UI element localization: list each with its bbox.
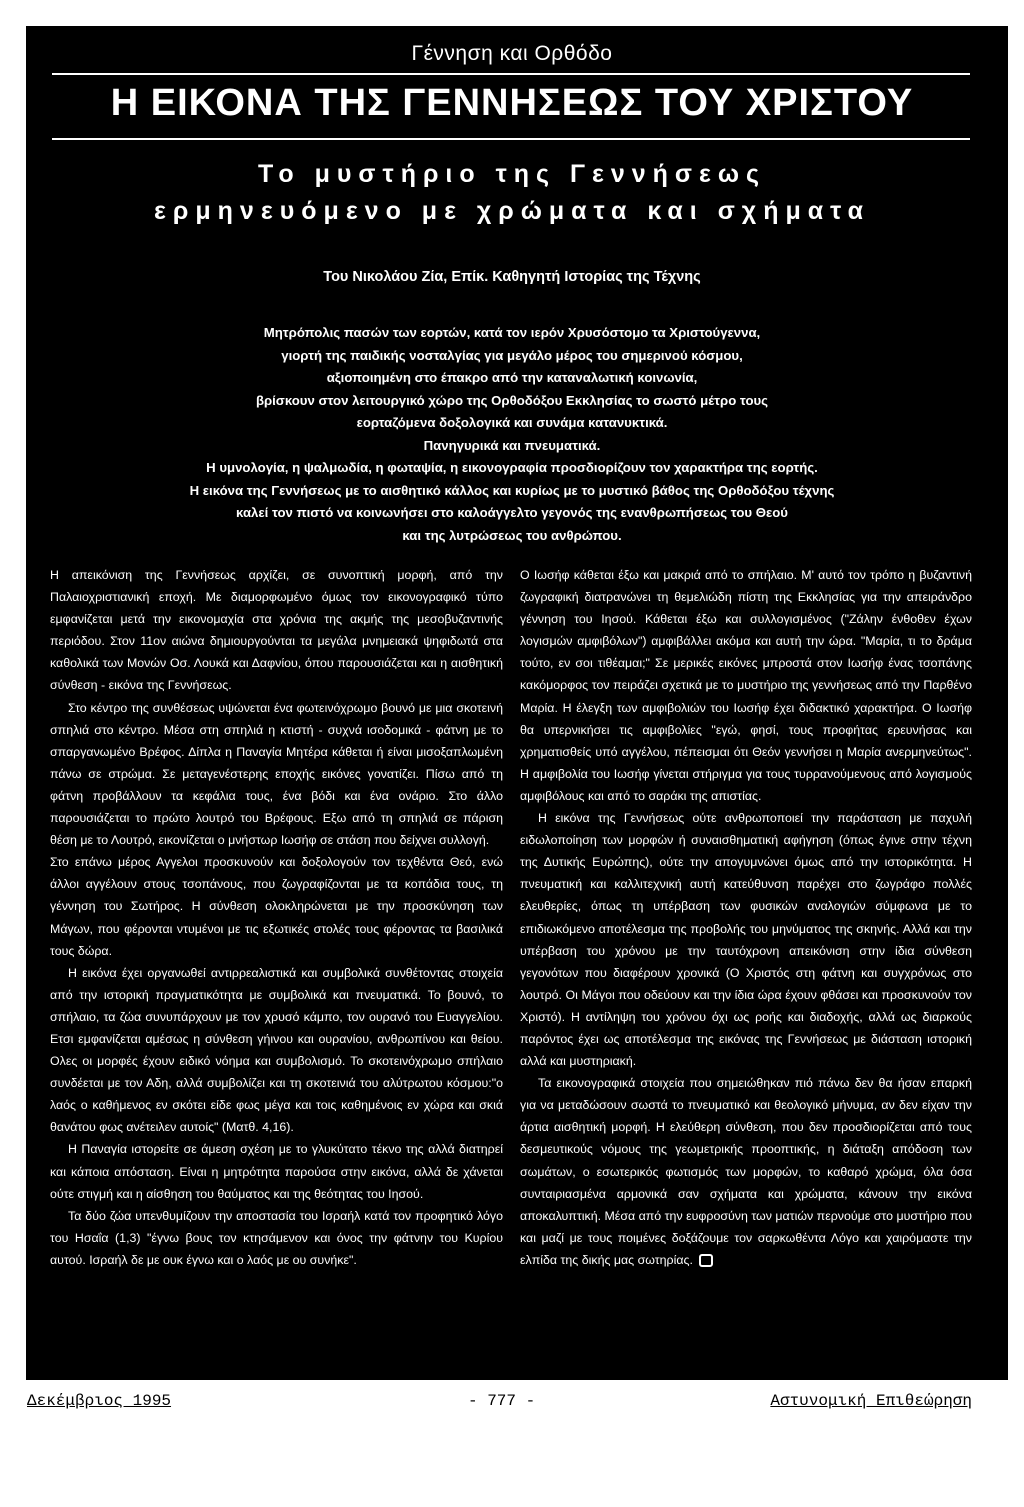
- left-column: [50, 564, 503, 1271]
- lead-line: γιορτή της παιδικής νοσταλγίας για μεγάλο μέρος του σημερινού κόσμου,: [281, 347, 743, 363]
- author-line: Του Νικολάου Ζία, Επίκ. Καθηγητή Ιστορίας της Τέχνης: [323, 269, 701, 285]
- body-paragraph: Στο κέντρο της συνθέσεως υψώνεται ένα φωτεινόχρωμο βουνό με μια σκοτεινή σπηλιά στο κέντρο. Μέσα στη σπηλιά η κτιστή - συχνά ισοδομικά - φάτνη με το σπαργανωμένο Βρέφος. Δίπλα η Παναγία Μητέρα κάθεται ή είναι μισοξαπλωμένη πάνω σε στρώμα. Σε μεταγενέστερης εποχής εικόνες γονατίζει. Πίσω από τη φάτνη προβάλλουν τα κεφάλια τους, ένα βόδι και ένα ονάριο. Στο άλλο παρουσιάζεται το πρώτο λουτρό του Βρέφους. Εξω από τη σπηλιά σε πάριση θέση με το Λουτρό, εικονίζεται ο μνήστωρ Ιωσήφ σε στάση που δείχνει συλλογή.: [50, 700, 503, 848]
- body-paragraph: [520, 1072, 972, 1271]
- body-paragraph: Ο Ιωσήφ κάθεται έξω και μακριά από το σπήλαιο. Μ' αυτό τον τρόπο η βυζαντινή ζωγραφική διατρανώνει τη θεμελιώδη πίστη της Εκκλησίας για την απειράνδρο γέννηση του Ιησού. Κάθεται έξω και συλλογισμένος ("Ζάλην ένθοθεν έχων λογισμών αμφιβόλων") αμφιβάλλει ακόμα και αυτή την ώρα. "Μαρία, τι το δράμα τούτο, εν σοι τιθέαμαι;" Σε μερικές εικόνες μπροστά στον Ιωσήφ ένας τσοπάνης κακόμορφος τον πειράζει σχετικά με το μυστήριο της γεννήσεως από την Παρθένο Μαρία. Η έλεγξη των αμφιβολιών του Ιωσήφ έχει διδακτικό χαρακτήρα. Ο Ιωσήφ θα υπερνικήσει τις αμφιβολίες "εγώ, φησί, τους προφήτας ερευνήσας και χρηματισθείς υπό αγγέλου, πέπεισμαι ότι Θεόν γεννήσει η Μαρία ανερμηνεύτως". Η αμφιβολία του Ιωσήφ γίνεται στήριγμα για τους τυρρανούμενους από λογισμούς αμφιβόλους και από το σαράκι της απιστίας.: [520, 568, 972, 803]
- section-tag: Γέννηση και Ορθόδο: [411, 42, 613, 65]
- article-title: Η ΕΙΚΟΝΑ ΤΗΣ ΓΕΝΝΗΣΕΩΣ ΤΟΥ ΧΡΙΣΤΟΥ: [110, 82, 914, 124]
- journal-name: Αστυνομική Επιθεώρηση: [770, 1392, 972, 1410]
- top-rule: [52, 73, 970, 75]
- page-number: - 777 -: [468, 1392, 536, 1410]
- final-paragraph-text: Τα εικονογραφικά στοιχεία που σημειώθηκαν πιό πάνω δεν θα ήσαν επαρκή για να μεταδώσουν σωστά το πνευματικό και θεολογικό μήνυμα, αν δεν είχαν την άρτια αισθητική μορφή. Η ελεύθερη σύνθεση, που δεν προσδιορίζεται από τους δεσμευτικούς νόμους της γεωμετρικής προοπτικής, η διάταξη απόδοση των σωμάτων, ο εσωτερικός φωτισμός των μορφών, το καθαρό χρώμα, όλα όσα συνταιριασμένα αρμονικά σαν σχήματα και χρώματα, κάνουν την εικόνα αποκαλυπτική. Μέσα από την ευφροσύνη των ματιών περνούμε στο μυστήριο που και μαζί με τους ποιμένες δοξάζουμε τον σαρκωθέντα Λόγο και χαιρόμαστε την ελπίδα της δικής μας σωτηρίας.: [520, 1076, 972, 1267]
- lead-paragraph: [86, 322, 938, 547]
- lead-line: και της λυτρώσεως του ανθρώπου.: [402, 527, 622, 543]
- lead-line: αξιοποιημένη στο έπακρο από την καταναλωτική κοινωνία,: [326, 370, 698, 385]
- lead-line: βρίσκουν στον λειτουργικό χώρο της Ορθοδόξου Εκκλησίας το σωστό μέτρο τους: [255, 392, 769, 408]
- article-body: [0, 564, 1024, 1364]
- lead-line: Πανηγυρικά και πνευματικά.: [423, 437, 601, 453]
- body-paragraph: Η απεικόνιση της Γεννήσεως αρχίζει, σε συνοπτική μορφή, από την Παλαιοχριστιανική εποχή. Με διαμορφωμένο όμως τον εικονογραφικό τύπο εμφανίζεται μετά την εικονομαχία στα χρόνια της ακμής της μεσοβυζαντινής περιόδου. Στον 11ον αιώνα δημιουργούνται τα μεγάλα μνημειακά ψηφιδωτά στα καθολικά των Μονών Οσ. Λουκά και Δαφνίου, όπου παρουσιάζεται και η αισθητική σύνθεση - εικόνα της Γεννήσεως.: [50, 568, 503, 693]
- body-paragraph: Η Παναγία ιστορείτε σε άμεση σχέση με το γλυκύτατο τέκνο της αλλά διατηρεί και κάποια απόσταση. Είναι η μητρότητα παρούσα στην εικόνα, αλλά δε χάνεται ούτε στιγμή και η αίσθηση του θαύματος και της θεότητας του Ιησού.: [50, 1142, 503, 1201]
- lead-line: Μητρόπολις πασών των εορτών, κατά τον ιερόν Χρυσόστομο τα Χριστούγεννα,: [263, 325, 761, 340]
- end-of-article-icon: [699, 1254, 713, 1267]
- subtitle-line-2: ερμηνευόμενο με χρώματα και σχήματα: [154, 197, 870, 225]
- body-paragraph: Η εικόνα της Γεννήσεως ούτε ανθρωποποιεί την παράσταση με παχυλή ειδωλοποίηση των μορφών ή συναισθηματική αφήγηση (όπως έγινε στην τέχνη της Δυτικής Ευρώπης), ούτε την απογυμνώνει όμως από την ιστορικότητα. Η πνευματική και καλλιτεχνική αυτή κατεύθυνση παρέχει στο ζωγράφο πολλές ελευθερίες, όπως τη υπέρβαση των φυσικών αναλογιών σύμφωνα με το επιδιωκόμενο αποτέλεσμα της προβολής του μηνύματος της σκηνής. Αλλά και την υπέρβαση του χρόνου με την ταυτόχρονη απεικόνιση στην ίδια σύνθεση γεγονότων που διαφέρουν χρονικά (Ο Χριστός στη φάτνη και συγχρόνως στο λουτρό. Οι Μάγοι που οδεύουν και την ίδια ώρα έχουν φθάσει και προσκυνούν τον Χριστό). Η αντίληψη του χρόνου όχι ως ροής και διαδοχής, αλλά ως διαρκούς παρόντος έχει ως αποτέλεσμα της εικόνας της Γεννήσεως με διάσταση ιστορική αλλά και μυστηριακή.: [520, 811, 972, 1069]
- lead-line: καλεί τον πιστό να κοινωνήσει στο καλοάγγελτο γεγονός της ενανθρωπήσεως του Θεού: [236, 505, 788, 520]
- lead-line: Η εικόνα της Γεννήσεως με το αισθητικό κάλλος και κυρίως με το μυστικό βάθος της Ορθοδόξου τέχνης: [189, 482, 835, 498]
- body-paragraph: Στο επάνω μέρος Αγγελοι προσκυνούν και δοξολογούν τον τεχθέντα Θεό, ενώ άλλοι αγγέλουν στους τσοπάνους, που ζωγραφίζονται με τα κοπάδια τους, τη γέννηση του Σωτήρος. Η σύνθεση ολοκληρώνεται με την προσκύνηση των Μάγων, που φέρονται ντυμένοι με τις εξωτικές στολές τους φέροντας τα βασιλικά τους δώρα.: [50, 855, 503, 958]
- body-paragraph: Η εικόνα έχει οργανωθεί αντιρρεαλιστικά και συμβολικά συνθέτοντας στοιχεία από την ιστορική πραγματικότητα με συμβολικά και πνευματικά. Το βουνό, το σπήλαιο, τα ζώα συνυπάρχουν με τον χρυσό κάμπο, τον ουρανό του Ευαγγελίου. Ετσι εμφανίζεται αμέσως η σύνθεση γήινου και ουρανίου, ανθρωπίνου και θείου. Ολες οι μορφές έχουν ειδικό νόημα και συμβολισμό. Το σκοτεινόχρωμο σπήλαιο συνδέεται με τον Αδη, αλλά συμβολίζει και τη σκοτεινιά του αλύτρωτου κόσμου:"ο λαός ο καθήμενος εν σκότει είδε φως μέγα και τοις καθημένοις εν χώρα και σκιά θανάτου φως ανέτειλεν αυτοίς" (Ματθ. 4,16).: [50, 965, 503, 1135]
- subtitle-line-1: Το μυστήριο της Γεννήσεως: [257, 160, 767, 188]
- lead-line: Η υμνολογία, η ψαλμωδία, η φωταψία, η εικονογραφία προσδιορίζουν τον χαρακτήρα της εορτής.: [206, 460, 818, 475]
- title-rule: [52, 138, 970, 140]
- page-footer: [0, 1392, 1024, 1422]
- right-column: [520, 564, 972, 1271]
- body-paragraph: Τα δύο ζώα υπενθυμίζουν την αποστασία του Ισραήλ κατά τον προφητικό λόγο του Ησαΐα (1,3) "έγνω βους τον κτησάμενον και όνος την φάτνην του Κυρίου αυτού. Ισραήλ δε με ουκ έγνω και ο λαός με ου συνήκε".: [50, 1208, 503, 1267]
- issue-date: Δεκέμβριος 1995: [27, 1392, 172, 1410]
- lead-line: εορταζόμενα δοξολογικά και συνάμα κατανυκτικά.: [356, 415, 668, 430]
